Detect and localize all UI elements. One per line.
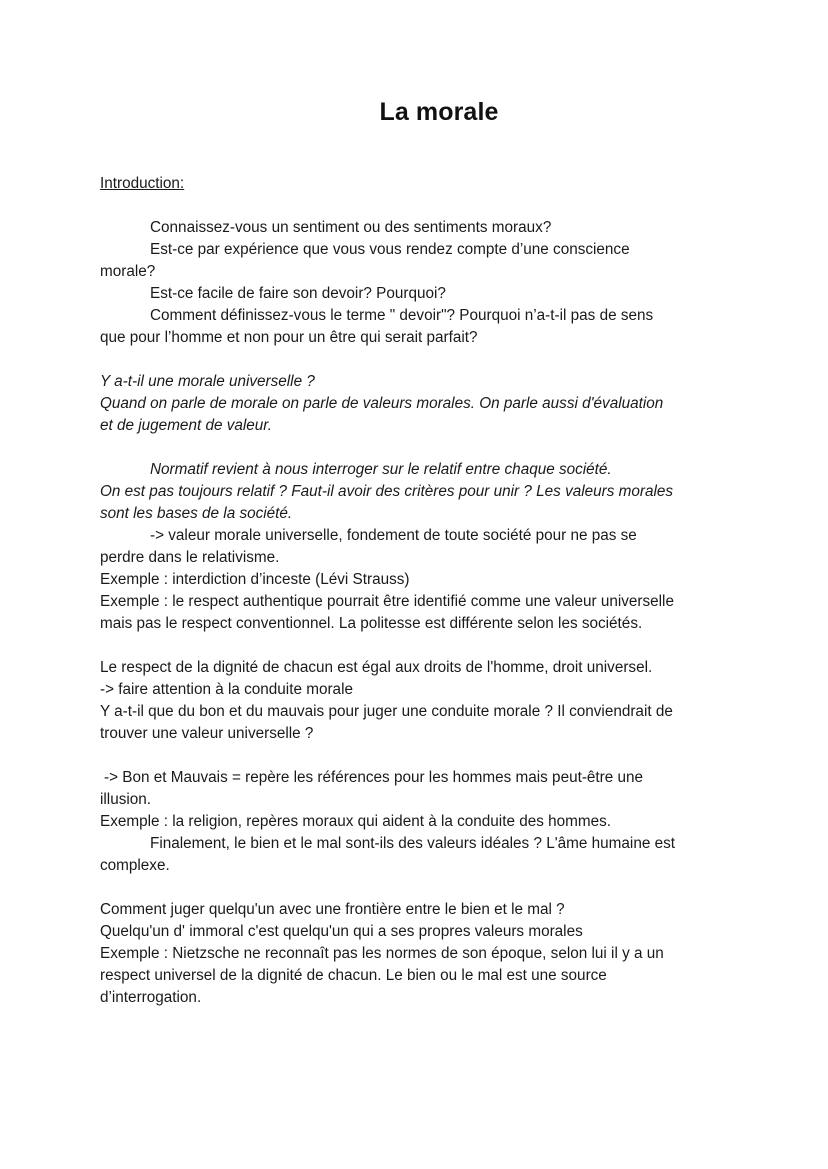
text-line: -> Bon et Mauvais = repère les références pour les hommes mais peut-être une [104,769,644,786]
text-line: Le respect de la dignité de chacun est égal aux droits de l'homme, droit universel. [100,659,653,676]
text-line: Exemple : interdiction d’inceste (Lévi Strauss) [100,571,410,588]
text-line: Y a-t-il que du bon et du mauvais pour juger une conduite morale ? Il conviendrait de [100,703,673,720]
text-line: Normatif revient à nous interroger sur le relatif entre chaque société. [150,461,612,478]
text-line: complexe. [100,857,170,874]
page-title: La morale [379,98,499,126]
text-line: Exemple : Nietzsche ne reconnaît pas les normes de son époque, selon lui il y a un [100,945,664,962]
text-line: Est-ce facile de faire son devoir? Pourquoi? [150,285,446,302]
text-line: Finalement, le bien et le mal sont-ils des valeurs idéales ? L'âme humaine est [150,835,675,852]
text-line: Comment définissez-vous le terme " devoir"? Pourquoi n’a-t-il pas de sens [150,307,654,324]
text-line: -> faire attention à la conduite morale [100,681,353,698]
text-line: Quelqu'un d' immoral c'est quelqu'un qui a ses propres valeurs morales [100,923,583,940]
text-line: Est-ce par expérience que vous vous rendez compte d’une conscience [150,241,630,258]
text-line: illusion. [100,791,152,808]
text-line: mais pas le respect conventionnel. La politesse est différente selon les sociétés. [100,615,643,632]
section-heading-introduction: Introduction: [100,175,185,192]
text-line: Quand on parle de morale on parle de valeurs morales. On parle aussi d'évaluation [100,395,664,412]
text-line: morale? [100,263,156,280]
text-line: Comment juger quelqu'un avec une frontière entre le bien et le mal ? [100,901,565,918]
text-line: trouver une valeur universelle ? [100,725,314,742]
text-line: respect universel de la dignité de chacun. Le bien ou le mal est une source [100,967,607,984]
text-line: Exemple : le respect authentique pourrait être identifié comme une valeur universelle [100,593,674,610]
text-line: que pour l’homme et non pour un être qui serait parfait? [100,329,478,346]
text-line: Y a-t-il une morale universelle ? [100,373,315,390]
text-line: sont les bases de la société. [100,505,293,522]
text-line: Connaissez-vous un sentiment ou des sentiments moraux? [150,219,552,236]
text-line: On est pas toujours relatif ? Faut-il avoir des critères pour unir ? Les valeurs morales [100,483,674,500]
text-line: -> valeur morale universelle, fondement de toute société pour ne pas se [150,527,637,544]
text-line: d’interrogation. [100,989,202,1006]
text-line: et de jugement de valeur. [100,417,273,434]
text-line: perdre dans le relativisme. [100,549,280,566]
text-line: Exemple : la religion, repères moraux qui aident à la conduite des hommes. [100,813,612,830]
